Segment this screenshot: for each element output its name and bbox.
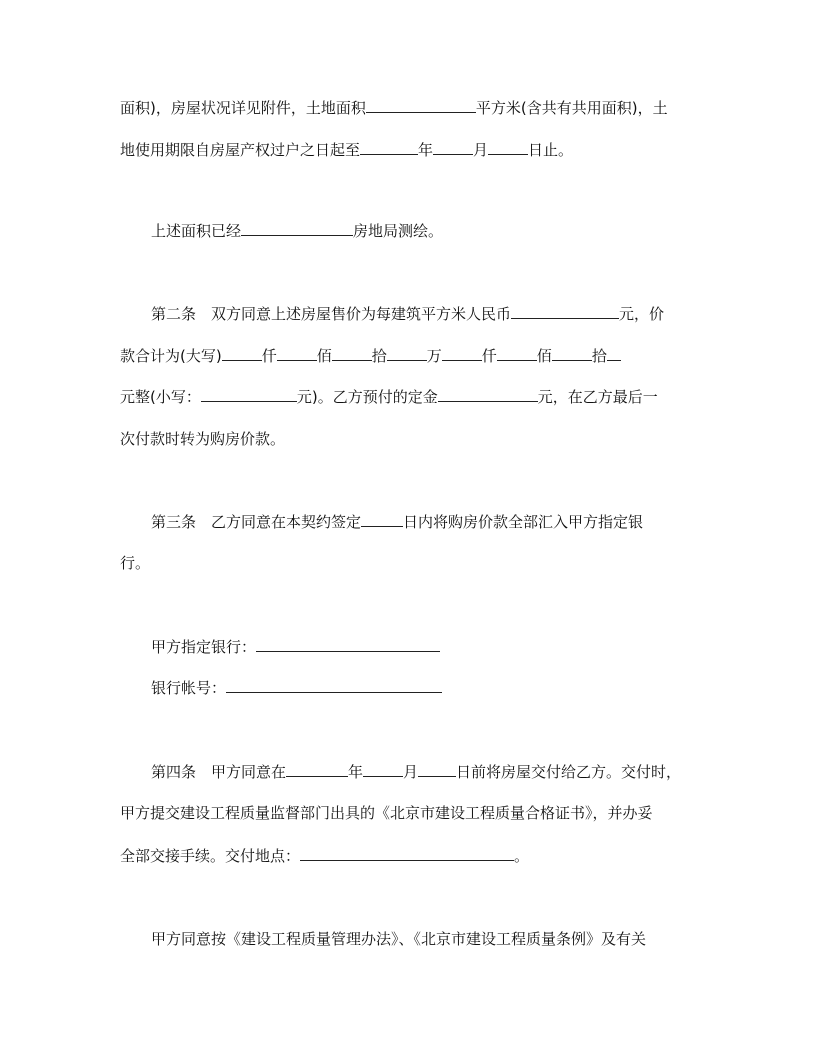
text: 全部交接手续。交付地点： [120, 847, 301, 865]
text: 地使用期限自房屋产权过户之日起至 [120, 141, 361, 159]
art3-line2 [120, 552, 700, 574]
blank-unit-price[interactable] [511, 304, 619, 319]
para2-line1 [151, 220, 700, 242]
text: 甲方同意按《建设工程质量管理办法》、《北京市建设工程质量条例》及有关 [151, 930, 647, 948]
text: 元整(小写： [120, 388, 201, 406]
art3-line1 [151, 511, 700, 533]
text: 上述面积已经 [151, 222, 242, 240]
blank-amount[interactable] [387, 346, 427, 361]
art4-line3 [120, 845, 700, 867]
para1-line1 [120, 97, 700, 119]
text: 第四条 甲方同意在 [151, 763, 287, 781]
art4-line2 [120, 802, 700, 824]
blank-land-area[interactable] [366, 98, 476, 113]
text: 万 [426, 347, 442, 365]
blank-day[interactable] [488, 140, 528, 155]
bank-name-label: 甲方指定银行： [151, 638, 257, 656]
art4-line1 [151, 761, 700, 783]
text: 日止。 [528, 141, 574, 159]
blank-amount[interactable] [552, 346, 592, 361]
text: 拾 [591, 347, 607, 365]
blank-delivery-location[interactable] [300, 846, 514, 861]
bank-account-line [151, 677, 700, 699]
text: 年 [348, 763, 364, 781]
para5-line1 [151, 928, 700, 950]
blank-amount[interactable] [332, 346, 372, 361]
bank-account-label: 银行帐号： [151, 679, 227, 697]
text: 面积)，房屋状况详见附件，土地面积 [120, 99, 366, 117]
text: 月 [473, 141, 489, 159]
blank-survey-bureau[interactable] [241, 221, 353, 236]
bank-name-line [151, 636, 700, 658]
text: 仟 [261, 347, 277, 365]
text: 甲方提交建设工程质量监督部门出具的《北京市建设工程质量合格证书》，并办妥 [120, 804, 653, 822]
text: 款合计为(大写) [120, 347, 222, 365]
text: 房地局测绘。 [353, 222, 444, 240]
text: 第二条 双方同意上述房屋售价为每建筑平方米人民币 [151, 305, 512, 323]
text: 佰 [316, 347, 332, 365]
text: 日内将购房价款全部汇入甲方指定银 [403, 513, 644, 531]
blank-month[interactable] [433, 140, 473, 155]
text: 拾 [371, 347, 387, 365]
text: 日前将房屋交付给乙方。交付时， [456, 763, 682, 781]
text: 行。 [120, 554, 151, 572]
art2-line1 [151, 303, 700, 325]
text: 元，价 [619, 305, 665, 323]
text: 。 [514, 847, 530, 865]
blank-days[interactable] [361, 512, 403, 527]
text: 平方米(含共有共用面积)，土 [475, 99, 668, 117]
art2-line4 [120, 428, 700, 450]
bank-account-field[interactable] [226, 678, 442, 693]
blank-amount[interactable] [442, 346, 482, 361]
blank-amount[interactable] [277, 346, 317, 361]
blank-year[interactable] [286, 762, 348, 777]
text: 元)。乙方预付的定金 [296, 388, 438, 406]
blank-amount[interactable] [497, 346, 537, 361]
text: 仟 [481, 347, 497, 365]
art2-line3 [120, 386, 700, 408]
para1-line2 [120, 139, 700, 161]
blank-deposit[interactable] [438, 387, 538, 402]
text: 月 [403, 763, 419, 781]
text: 佰 [536, 347, 552, 365]
text: 次付款时转为购房价款。 [120, 430, 286, 448]
blank-year[interactable] [360, 140, 418, 155]
text: 第三条 乙方同意在本契约签定 [151, 513, 362, 531]
blank-month[interactable] [363, 762, 403, 777]
blank-amount[interactable] [607, 346, 621, 361]
text: 元，在乙方最后一 [537, 388, 658, 406]
blank-amount[interactable] [222, 346, 262, 361]
blank-day[interactable] [418, 762, 456, 777]
blank-amount-figures[interactable] [201, 387, 297, 402]
bank-name-field[interactable] [256, 637, 440, 652]
text: 年 [418, 141, 434, 159]
art2-line2 [120, 345, 700, 367]
